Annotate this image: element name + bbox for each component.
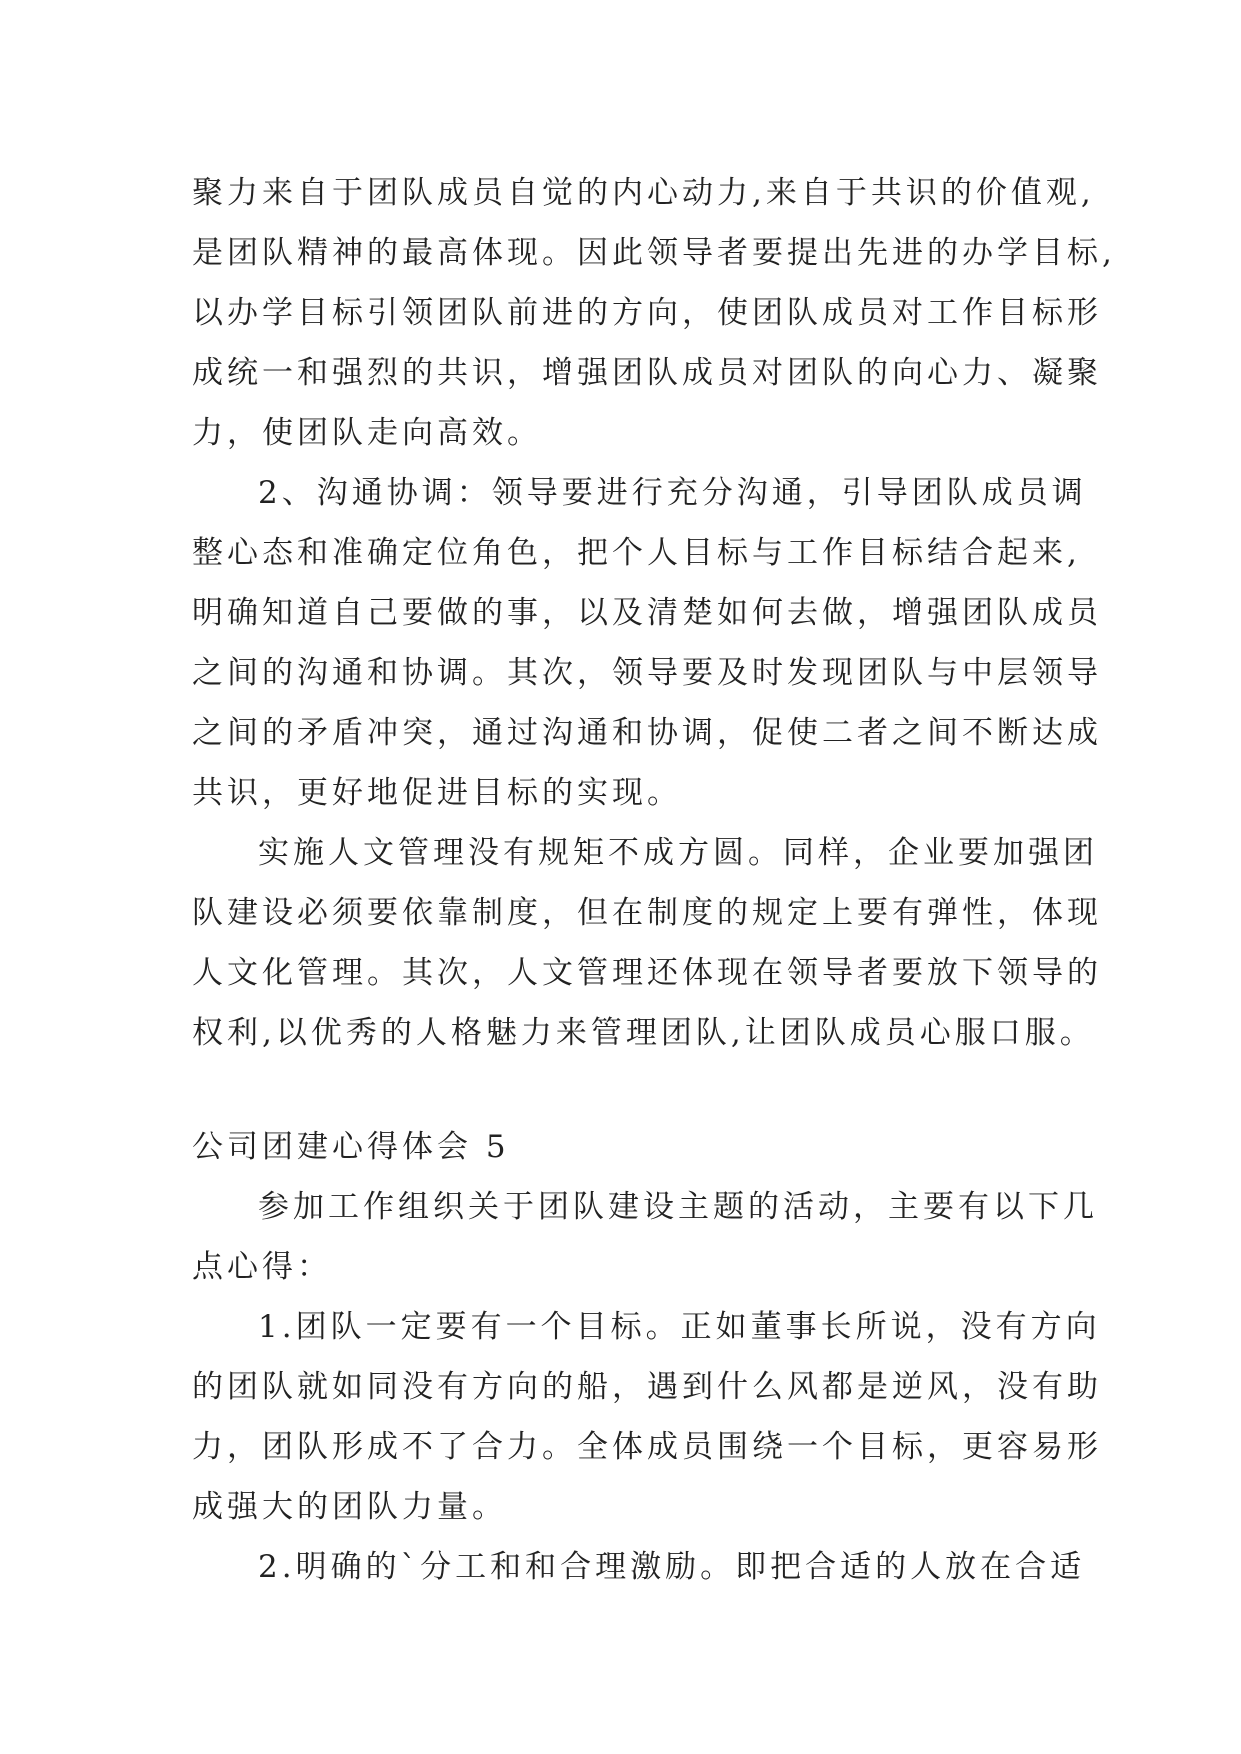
text-line: 是团队精神的最高体现。因此领导者要提出先进的办学目标, xyxy=(192,235,1116,271)
text-line: 1.团队一定要有一个目标。正如董事长所说，没有方向 xyxy=(258,1309,1101,1345)
paragraph xyxy=(192,1297,1102,1537)
paragraph xyxy=(192,1537,1086,1597)
document-body xyxy=(192,163,1116,1597)
text-line: 以办学目标引领团队前进的方向，使团队成员对工作目标形 xyxy=(192,295,1102,331)
text-line: 人文化管理。其次，人文管理还体现在领导者要放下领导的 xyxy=(192,955,1102,991)
text-line: 实施人文管理没有规矩不成方圆。同样，企业要加强团 xyxy=(258,835,1098,871)
text-line: 权利,以优秀的人格魅力来管理团队,让团队成员心服口服。 xyxy=(192,1015,1095,1051)
text-line: 2.明确的`分工和和合理激励。即把合适的人放在合适 xyxy=(258,1549,1086,1585)
text-line: 明确知道自己要做的事，以及清楚如何去做，增强团队成员 xyxy=(192,595,1102,631)
text-line: 之间的矛盾冲突，通过沟通和协调，促使二者之间不断达成 xyxy=(192,715,1102,751)
text-line: 队建设必须要依靠制度，但在制度的规定上要有弹性，体现 xyxy=(192,895,1102,931)
text-line: 聚力来自于团队成员自觉的内心动力,来自于共识的价值观, xyxy=(192,175,1095,211)
paragraph xyxy=(192,1177,1098,1297)
text-line: 整心态和准确定位角色，把个人目标与工作目标结合起来, xyxy=(192,535,1081,571)
text-line: 之间的沟通和协调。其次，领导要及时发现团队与中层领导 xyxy=(192,655,1102,691)
section-gap xyxy=(192,1063,1054,1117)
text-line: 成统一和强烈的共识，增强团队成员对团队的向心力、凝聚 xyxy=(192,355,1102,391)
paragraph xyxy=(192,163,1116,463)
text-line: 点心得： xyxy=(192,1249,332,1285)
text-line: 力，团队形成不了合力。全体成员围绕一个目标，更容易形 xyxy=(192,1429,1102,1465)
text-line: 参加工作组织关于团队建设主题的活动，主要有以下几 xyxy=(258,1189,1098,1225)
text-line: 成强大的团队力量。 xyxy=(192,1489,507,1525)
text-line: 的团队就如同没有方向的船，遇到什么风都是逆风，没有助 xyxy=(192,1369,1102,1405)
text-line: 2、沟通协调：领导要进行充分沟通，引导团队成员调 xyxy=(258,475,1087,511)
paragraph xyxy=(192,823,1102,1063)
text-line: 力，使团队走向高效。 xyxy=(192,415,542,451)
paragraph xyxy=(192,463,1102,823)
text-line: 共识，更好地促进目标的实现。 xyxy=(192,775,682,811)
section-heading: 公司团建心得体会 5 xyxy=(192,1129,510,1165)
